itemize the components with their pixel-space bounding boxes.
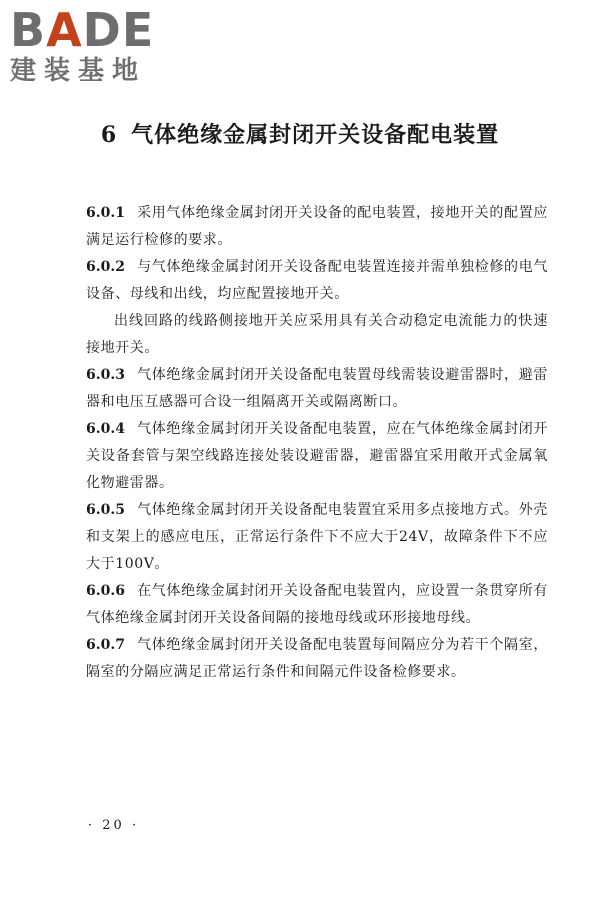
- clause-text: 与气体绝缘金属封闭开关设备配电装置连接并需单独检修的电气设备、母线和出线，均应配置接地开关。: [86, 259, 548, 302]
- clause-text: 气体绝缘金属封闭开关设备配电装置每间隔应分为若干个隔室，隔室的分隔应满足正常运行条件和间隔元件设备检修要求。: [86, 637, 548, 680]
- clause-paragraph: [86, 254, 548, 308]
- clause-paragraph: [86, 200, 548, 254]
- clause-number: 6.0.3: [86, 367, 125, 383]
- clause-paragraph: [86, 362, 548, 416]
- clause-text: 出线回路的线路侧接地开关应采用具有关合动稳定电流能力的快速接地开关。: [86, 313, 548, 356]
- logo-subtitle: 建装基地: [10, 56, 147, 86]
- clause-paragraph: [86, 632, 548, 686]
- logo-letters-de: DE: [82, 3, 155, 57]
- logo-wordmark: [10, 4, 154, 56]
- clause-text: 气体绝缘金属封闭开关设备配电装置宜采用多点接地方式。外壳和支架上的感应电压，正常运行条件下不应大于24V，故障条件下不应大于100V。: [86, 502, 548, 572]
- clause-number: 6.0.4: [86, 421, 125, 437]
- clause-text: 气体绝缘金属封闭开关设备配电装置母线需装设避雷器时，避雷器和电压互感器可合设一组隔离开关或隔离断口。: [86, 367, 548, 410]
- brand-logo: [10, 4, 180, 90]
- chapter-heading: [0, 120, 600, 150]
- chapter-number: 6: [100, 122, 118, 148]
- clause-continuation-paragraph: [86, 308, 548, 362]
- clause-paragraph: [86, 497, 548, 578]
- logo-letter-a: A: [46, 3, 83, 57]
- clause-paragraph: [86, 578, 548, 632]
- clause-number: 6.0.5: [86, 502, 125, 518]
- clause-number: 6.0.1: [86, 205, 125, 221]
- clause-number: 6.0.6: [86, 583, 125, 599]
- clause-text: 在气体绝缘金属封闭开关设备配电装置内，应设置一条贯穿所有气体绝缘金属封闭开关设备间隔的接地母线或环形接地母线。: [86, 583, 548, 626]
- page-number: · 20 ·: [88, 818, 140, 833]
- logo-letter-b: B: [10, 3, 47, 57]
- clause-list: [86, 200, 548, 686]
- clause-text: 气体绝缘金属封闭开关设备配电装置，应在气体绝缘金属封闭开关设备套管与架空线路连接处装设避雷器，避雷器宜采用敞开式金属氧化物避雷器。: [86, 421, 548, 491]
- clause-number: 6.0.2: [86, 259, 125, 275]
- chapter-title: 气体绝缘金属封闭开关设备配电装置: [131, 122, 500, 148]
- clause-text: 采用气体绝缘金属封闭开关设备的配电装置，接地开关的配置应满足运行检修的要求。: [86, 205, 548, 248]
- clause-number: 6.0.7: [86, 637, 125, 653]
- clause-paragraph: [86, 416, 548, 497]
